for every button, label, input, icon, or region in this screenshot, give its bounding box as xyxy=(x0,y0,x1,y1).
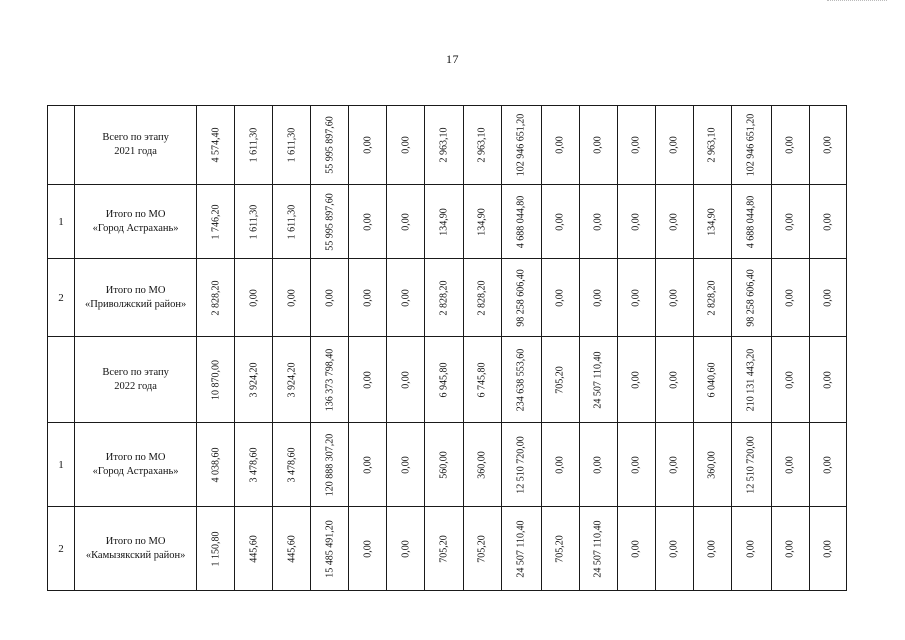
scan-artifact xyxy=(827,0,887,7)
value-text: 0,00 xyxy=(668,455,680,474)
value-text: 445,60 xyxy=(248,534,260,563)
value-text: 0,00 xyxy=(630,455,642,474)
row-label-cell xyxy=(75,259,197,337)
row-label-line1: Итого по МО xyxy=(105,451,166,463)
table-row xyxy=(48,185,847,259)
page-number: 17 xyxy=(446,52,459,66)
value-text: 0,00 xyxy=(822,370,834,389)
value-text: 0,00 xyxy=(668,370,680,389)
value-cell xyxy=(273,507,311,591)
value-cell xyxy=(311,337,349,423)
value-cell xyxy=(501,337,541,423)
table-row xyxy=(48,507,847,591)
value-cell xyxy=(617,106,655,185)
value-cell xyxy=(311,106,349,185)
value-cell xyxy=(463,423,501,507)
value-text: 98 258 606,40 xyxy=(745,268,757,327)
value-cell xyxy=(731,185,771,259)
row-number-cell: 2 xyxy=(48,259,75,337)
row-label-cell xyxy=(75,185,197,259)
table-row xyxy=(48,106,847,185)
row-label-line2: «Приволжский район» xyxy=(84,298,187,310)
value-cell xyxy=(349,106,387,185)
value-text: 12 510 720,00 xyxy=(515,435,527,494)
value-text: 0,00 xyxy=(745,539,757,558)
value-text: 2 963,10 xyxy=(706,127,718,163)
value-cell xyxy=(311,259,349,337)
value-text: 24 507 110,40 xyxy=(592,350,604,409)
value-text: 0,00 xyxy=(706,539,718,558)
row-label-line2: «Камызякский район» xyxy=(85,549,186,561)
row-label-cell xyxy=(75,106,197,185)
value-text: 15 485 491,20 xyxy=(324,519,336,578)
value-cell xyxy=(197,337,235,423)
value-text: 102 946 651,20 xyxy=(515,113,527,177)
value-cell xyxy=(425,507,463,591)
value-cell xyxy=(311,423,349,507)
value-cell xyxy=(197,507,235,591)
value-cell xyxy=(617,337,655,423)
value-cell xyxy=(501,185,541,259)
value-cell xyxy=(463,106,501,185)
value-cell xyxy=(463,185,501,259)
value-cell xyxy=(617,423,655,507)
value-text: 1 611,30 xyxy=(248,127,260,163)
value-text: 0,00 xyxy=(822,288,834,307)
value-text: 445,60 xyxy=(286,534,298,563)
value-text: 4 688 044,80 xyxy=(515,195,527,248)
value-cell xyxy=(273,337,311,423)
value-cell xyxy=(731,507,771,591)
value-cell xyxy=(579,507,617,591)
value-text: 120 888 307,20 xyxy=(324,433,336,496)
value-text: 134,90 xyxy=(476,207,488,236)
value-cell xyxy=(197,423,235,507)
value-cell xyxy=(771,337,809,423)
value-cell xyxy=(693,337,731,423)
value-cell xyxy=(655,507,693,591)
value-cell xyxy=(693,423,731,507)
value-cell xyxy=(731,259,771,337)
value-cell xyxy=(731,337,771,423)
value-text: 3 478,60 xyxy=(248,447,260,482)
value-cell xyxy=(541,423,579,507)
value-cell xyxy=(311,185,349,259)
row-label-cell xyxy=(75,423,197,507)
value-text: 705,20 xyxy=(554,365,566,394)
value-cell xyxy=(693,259,731,337)
value-text: 0,00 xyxy=(822,136,834,154)
value-cell xyxy=(235,106,273,185)
value-cell xyxy=(617,507,655,591)
value-cell xyxy=(809,185,846,259)
value-cell xyxy=(655,423,693,507)
value-cell xyxy=(235,259,273,337)
value-text: 0,00 xyxy=(362,370,374,389)
row-label-line1: Всего по этапу xyxy=(102,366,169,378)
value-text: 0,00 xyxy=(592,212,604,231)
value-text: 0,00 xyxy=(400,455,412,474)
value-cell xyxy=(311,507,349,591)
value-cell xyxy=(273,185,311,259)
value-cell xyxy=(579,337,617,423)
value-text: 560,00 xyxy=(438,450,450,479)
value-text: 0,00 xyxy=(630,370,642,389)
value-cell xyxy=(463,337,501,423)
value-cell xyxy=(809,423,846,507)
value-text: 0,00 xyxy=(630,539,642,558)
value-cell xyxy=(731,106,771,185)
value-cell xyxy=(809,507,846,591)
value-cell xyxy=(349,185,387,259)
row-number-cell: 1 xyxy=(48,423,75,507)
value-text: 4 038,60 xyxy=(210,447,222,482)
value-text: 210 131 443,20 xyxy=(745,348,757,411)
value-text: 1 611,30 xyxy=(286,204,298,239)
value-text: 0,00 xyxy=(362,288,374,307)
value-cell xyxy=(771,106,809,185)
value-cell xyxy=(655,259,693,337)
value-cell xyxy=(693,106,731,185)
value-cell xyxy=(693,185,731,259)
value-text: 0,00 xyxy=(592,288,604,307)
value-text: 0,00 xyxy=(400,136,412,154)
value-cell xyxy=(349,259,387,337)
value-cell xyxy=(425,185,463,259)
value-text: 2 828,20 xyxy=(438,280,450,315)
value-text: 4 688 044,80 xyxy=(745,195,757,248)
value-cell xyxy=(771,423,809,507)
value-cell xyxy=(197,106,235,185)
value-cell xyxy=(387,106,425,185)
value-text: 0,00 xyxy=(630,212,642,231)
value-cell xyxy=(235,337,273,423)
value-cell xyxy=(541,106,579,185)
value-cell xyxy=(501,259,541,337)
value-text: 6 040,60 xyxy=(706,362,718,397)
value-cell xyxy=(655,106,693,185)
value-cell xyxy=(693,507,731,591)
value-text: 12 510 720,00 xyxy=(745,435,757,494)
value-text: 0,00 xyxy=(286,288,298,307)
value-text: 705,20 xyxy=(476,534,488,563)
value-text: 0,00 xyxy=(592,455,604,474)
value-text: 0,00 xyxy=(400,212,412,231)
value-cell xyxy=(809,337,846,423)
value-text: 0,00 xyxy=(630,288,642,307)
value-text: 0,00 xyxy=(822,212,834,231)
value-cell xyxy=(387,259,425,337)
value-cell xyxy=(349,423,387,507)
value-text: 102 946 651,20 xyxy=(745,113,757,177)
value-cell xyxy=(349,507,387,591)
value-text: 0,00 xyxy=(784,136,796,154)
value-text: 705,20 xyxy=(554,534,566,563)
value-text: 0,00 xyxy=(822,539,834,558)
value-cell xyxy=(235,185,273,259)
value-text: 0,00 xyxy=(592,136,604,154)
row-number-cell xyxy=(48,106,75,185)
value-text: 0,00 xyxy=(362,455,374,474)
value-cell xyxy=(387,423,425,507)
value-cell xyxy=(349,337,387,423)
value-text: 1 746,20 xyxy=(210,204,222,239)
row-number-cell: 2 xyxy=(48,507,75,591)
value-cell xyxy=(541,185,579,259)
value-cell xyxy=(425,423,463,507)
value-text: 55 995 897,60 xyxy=(324,116,336,174)
value-cell xyxy=(197,185,235,259)
value-text: 3 924,20 xyxy=(248,362,260,397)
value-text: 98 258 606,40 xyxy=(515,268,527,327)
value-text: 0,00 xyxy=(554,212,566,231)
value-text: 2 963,10 xyxy=(476,127,488,163)
row-label-line1: Итого по МО xyxy=(105,535,166,547)
value-text: 1 150,80 xyxy=(210,531,222,566)
value-text: 0,00 xyxy=(400,370,412,389)
row-label-line1: Итого по МО xyxy=(105,284,166,296)
value-cell xyxy=(463,507,501,591)
value-text: 0,00 xyxy=(784,212,796,231)
value-text: 2 828,20 xyxy=(706,280,718,315)
value-text: 0,00 xyxy=(822,455,834,474)
value-cell xyxy=(655,185,693,259)
table-row xyxy=(48,259,847,337)
value-text: 0,00 xyxy=(668,539,680,558)
value-cell xyxy=(771,259,809,337)
value-cell xyxy=(579,423,617,507)
row-label-cell xyxy=(75,337,197,423)
value-cell xyxy=(617,259,655,337)
value-text: 2 828,20 xyxy=(476,280,488,315)
value-text: 2 828,20 xyxy=(210,280,222,315)
value-text: 0,00 xyxy=(668,288,680,307)
value-text: 134,90 xyxy=(438,207,450,236)
value-text: 24 507 110,40 xyxy=(515,519,527,578)
value-text: 360,00 xyxy=(706,450,718,479)
row-label-line1: Всего по этапу xyxy=(102,132,169,143)
value-text: 4 574,40 xyxy=(210,127,222,163)
value-cell xyxy=(425,337,463,423)
value-text: 55 995 897,60 xyxy=(324,192,336,251)
value-text: 0,00 xyxy=(668,212,680,231)
value-text: 3 924,20 xyxy=(286,362,298,397)
value-cell xyxy=(579,106,617,185)
value-cell xyxy=(809,106,846,185)
value-cell xyxy=(425,259,463,337)
value-cell xyxy=(235,423,273,507)
value-text: 0,00 xyxy=(248,288,260,307)
value-cell xyxy=(501,507,541,591)
value-text: 1 611,30 xyxy=(286,127,298,163)
value-cell xyxy=(387,507,425,591)
value-cell xyxy=(541,259,579,337)
value-text: 134,90 xyxy=(706,207,718,236)
value-text: 0,00 xyxy=(324,288,336,307)
value-cell xyxy=(501,106,541,185)
value-text: 6 945,80 xyxy=(438,362,450,397)
row-number-cell: 1 xyxy=(48,185,75,259)
value-text: 0,00 xyxy=(784,455,796,474)
value-cell xyxy=(387,337,425,423)
value-cell xyxy=(655,337,693,423)
value-text: 136 373 798,40 xyxy=(324,348,336,411)
value-text: 234 638 553,60 xyxy=(515,348,527,411)
row-label-line2: «Город Астрахань» xyxy=(92,222,179,234)
value-text: 0,00 xyxy=(362,212,374,231)
value-cell xyxy=(771,507,809,591)
value-cell xyxy=(731,423,771,507)
value-cell xyxy=(425,106,463,185)
value-text: 2 963,10 xyxy=(438,127,450,163)
value-text: 24 507 110,40 xyxy=(592,519,604,578)
value-text: 0,00 xyxy=(362,136,374,154)
value-cell xyxy=(541,507,579,591)
value-cell xyxy=(387,185,425,259)
value-text: 0,00 xyxy=(668,136,680,154)
value-text: 10 870,00 xyxy=(210,359,222,400)
table-row xyxy=(48,337,847,423)
row-label-line2: «Город Астрахань» xyxy=(92,465,179,477)
value-text: 0,00 xyxy=(630,136,642,154)
value-text: 6 745,80 xyxy=(476,362,488,397)
value-cell xyxy=(617,185,655,259)
value-cell xyxy=(541,337,579,423)
value-cell xyxy=(197,259,235,337)
value-text: 0,00 xyxy=(784,539,796,558)
value-text: 0,00 xyxy=(554,288,566,307)
value-text: 0,00 xyxy=(554,136,566,154)
value-text: 1 611,30 xyxy=(248,204,260,239)
value-text: 705,20 xyxy=(438,534,450,563)
value-cell xyxy=(579,185,617,259)
row-label-cell xyxy=(75,507,197,591)
value-cell xyxy=(771,185,809,259)
value-cell xyxy=(273,259,311,337)
value-cell xyxy=(579,259,617,337)
value-text: 0,00 xyxy=(400,288,412,307)
value-text: 0,00 xyxy=(784,370,796,389)
value-text: 0,00 xyxy=(554,455,566,474)
value-cell xyxy=(235,507,273,591)
value-cell xyxy=(273,106,311,185)
value-cell xyxy=(463,259,501,337)
value-text: 360,00 xyxy=(476,450,488,479)
value-text: 3 478,60 xyxy=(286,447,298,482)
value-cell xyxy=(501,423,541,507)
value-text: 0,00 xyxy=(362,539,374,558)
table-row xyxy=(48,423,847,507)
value-cell xyxy=(809,259,846,337)
row-label-line1: Итого по МО xyxy=(105,208,166,220)
value-text: 0,00 xyxy=(784,288,796,307)
row-number-cell xyxy=(48,337,75,423)
value-text: 0,00 xyxy=(400,539,412,558)
row-label-line2: 2021 года xyxy=(114,146,157,157)
value-cell xyxy=(273,423,311,507)
row-label-line2: 2022 года xyxy=(114,380,157,392)
data-table xyxy=(47,105,847,591)
